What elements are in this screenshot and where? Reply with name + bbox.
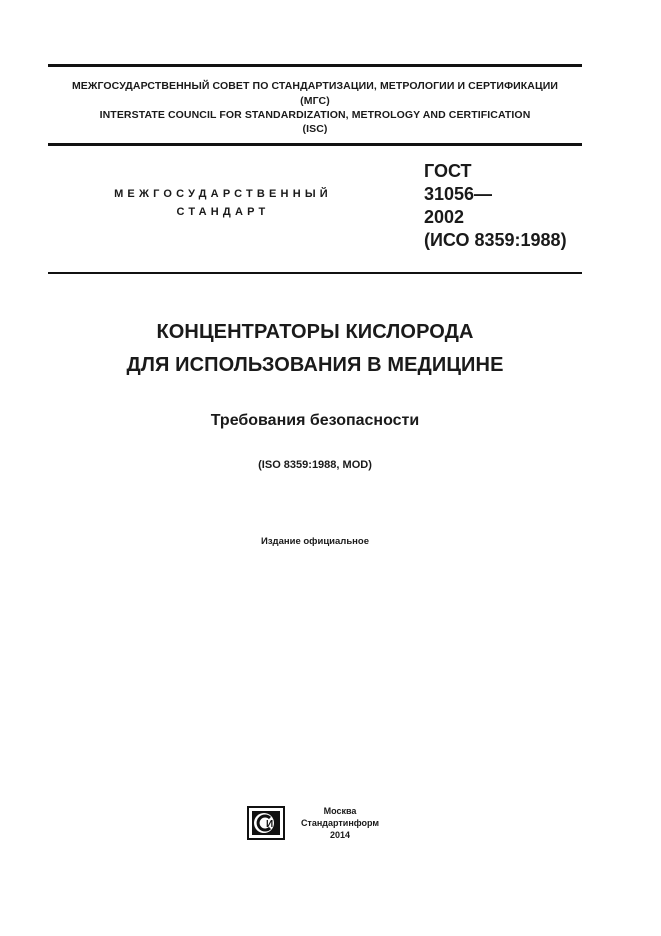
publisher-block (290, 805, 390, 841)
document-subtitle: Требования безопасности (210, 412, 420, 429)
publisher-city: Москва (323, 806, 357, 816)
iso-reference: (ИСО 8359:1988) (424, 230, 567, 250)
standartinform-logo-icon (247, 806, 285, 840)
iso-mod-reference: (ISO 8359:1988, MOD) (258, 459, 372, 471)
document-title-line2: ДЛЯ ИСПОЛЬЗОВАНИЯ В МЕДИЦИНЕ (126, 354, 504, 376)
svg-text:И: И (266, 819, 274, 830)
council-name-ru: МЕЖГОСУДАРСТВЕННЫЙ СОВЕТ ПО СТАНДАРТИЗАЦИИ, МЕТРОЛОГИИ И СЕРТИФИКАЦИИ (71, 80, 559, 92)
council-abbr-ru: (МГС) (300, 95, 330, 107)
edition-label: Издание официальное (261, 536, 369, 547)
council-name-en: INTERSTATE COUNCIL FOR STANDARDIZATION, METROLOGY AND CERTIFICATION (99, 109, 531, 121)
gost-year: 2002 (424, 207, 465, 227)
publisher-name: Стандартинформ (300, 818, 380, 828)
standard-kind-line2: СТАНДАРТ (176, 206, 270, 218)
gost-designation (424, 160, 584, 252)
gost-label: ГОСТ (424, 161, 472, 181)
council-abbr-en: (ISC) (302, 123, 328, 135)
middle-rule (48, 143, 582, 146)
gost-number: 31056— (424, 184, 493, 204)
publisher-year: 2014 (329, 830, 351, 840)
top-rule (48, 64, 582, 67)
document-title-line1: КОНЦЕНТРАТОРЫ КИСЛОРОДА (156, 321, 474, 343)
lower-rule (48, 272, 582, 274)
standard-kind-line1: МЕЖГОСУДАРСТВЕННЫЙ (114, 188, 332, 200)
